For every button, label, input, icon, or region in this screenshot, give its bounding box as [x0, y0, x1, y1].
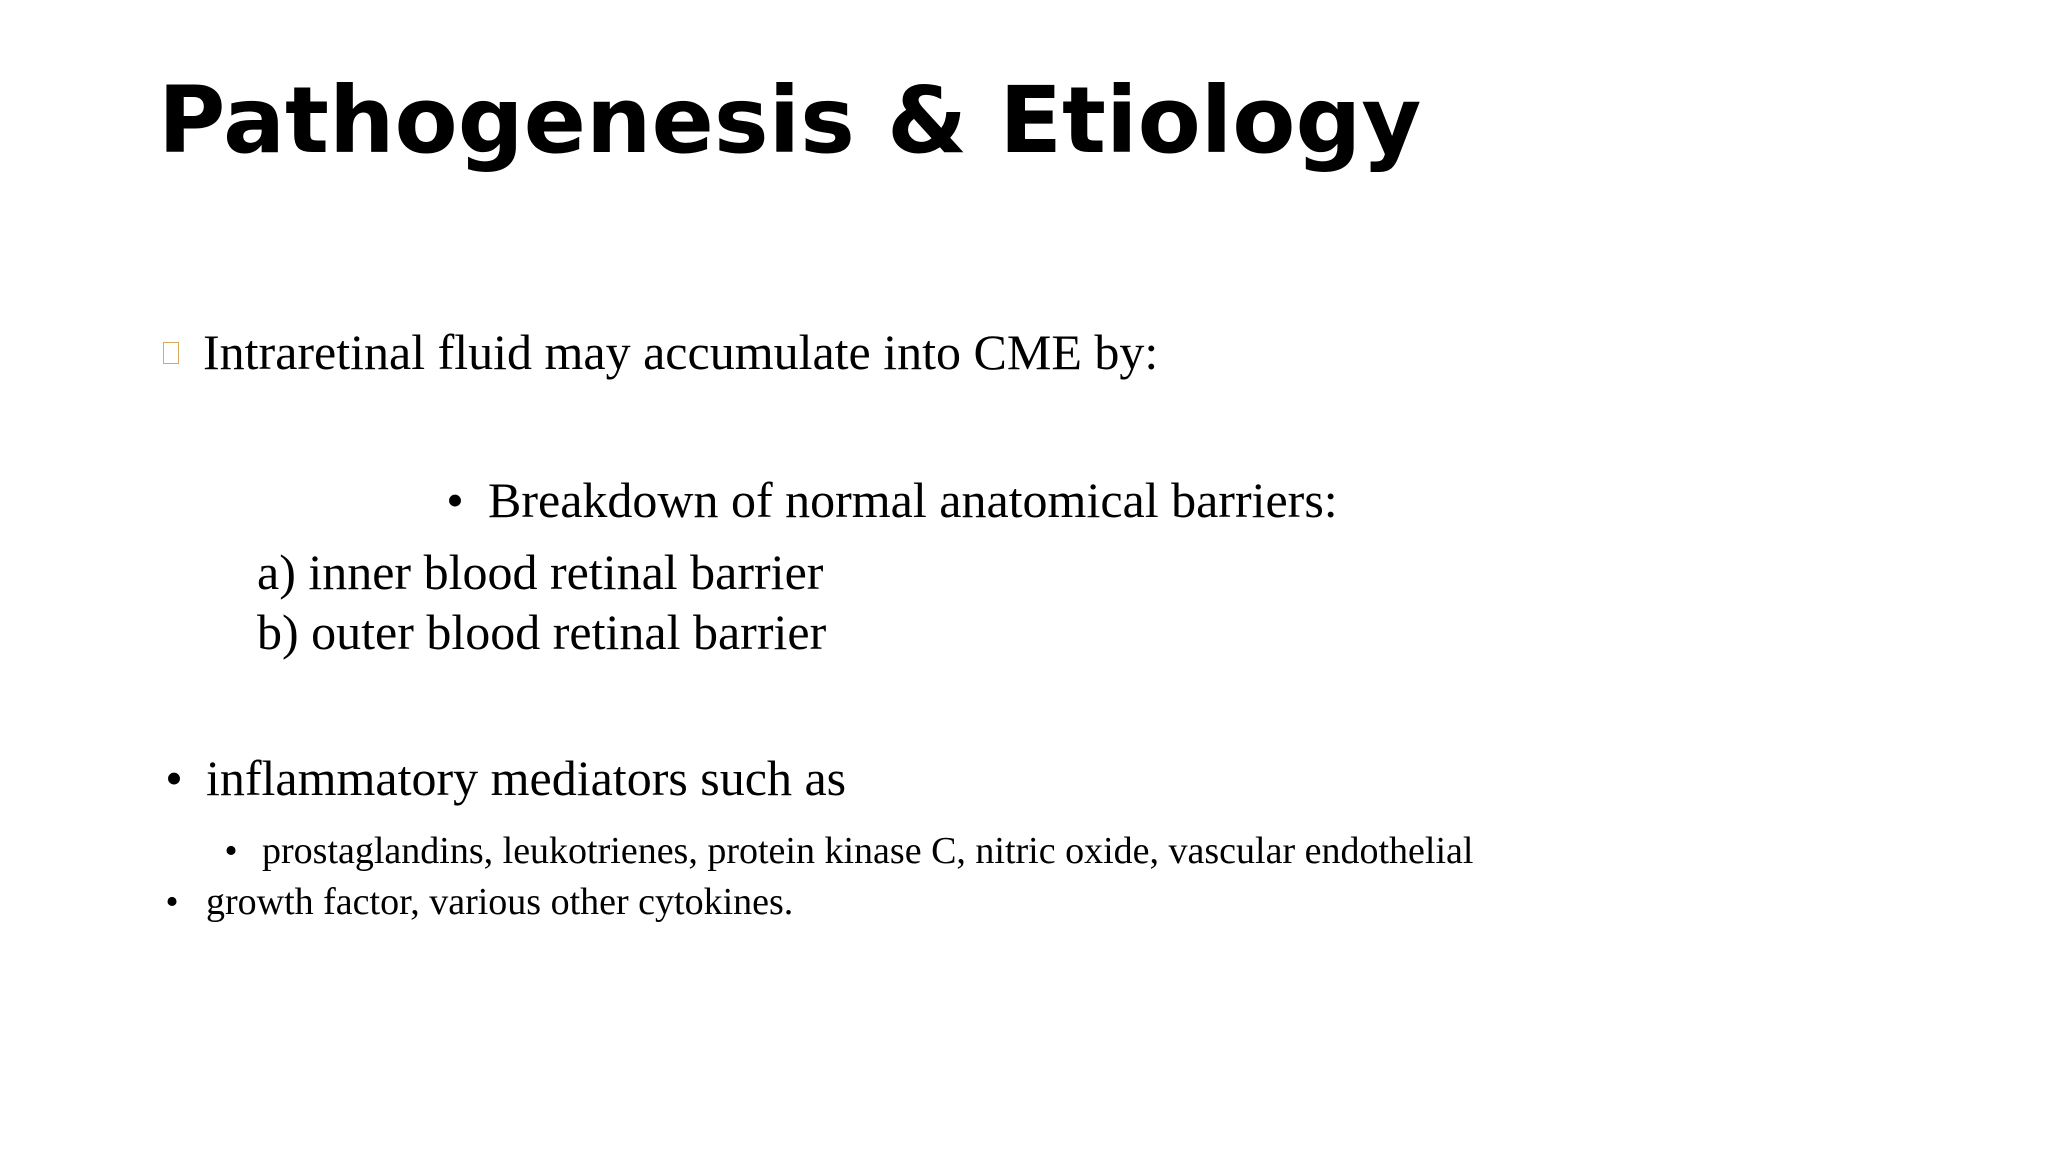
main-point	[203, 320, 1158, 384]
main-point-text: Intraretinal fluid may accumulate into CME by:	[203, 324, 1159, 380]
bullet-icon: •	[165, 881, 179, 923]
mediator-text: growth factor, various other cytokines.	[206, 881, 794, 923]
inflammatory-item	[162, 746, 846, 810]
barrier-item-outer: b) outer blood retinal barrier	[257, 604, 827, 660]
bullet-icon: •	[446, 472, 464, 528]
mediator-item	[162, 878, 793, 926]
mediator-text: prostaglandins, leukotrienes, protein kinase C, nitric oxide, vascular endothelial	[262, 830, 1474, 872]
breakdown-item	[440, 468, 1338, 532]
barrier-item-inner: a) inner blood retinal barrier	[257, 544, 824, 600]
mediator-item	[222, 827, 1473, 875]
inflammatory-text: inflammatory mediators such as	[206, 750, 847, 806]
breakdown-text: Breakdown of normal anatomical barriers:	[488, 472, 1338, 528]
bullet-icon: •	[224, 830, 238, 872]
slide-title: Pathogenesis & Etiology	[158, 67, 1422, 174]
square-bullet-icon	[163, 342, 179, 364]
bullet-icon: •	[165, 750, 183, 806]
